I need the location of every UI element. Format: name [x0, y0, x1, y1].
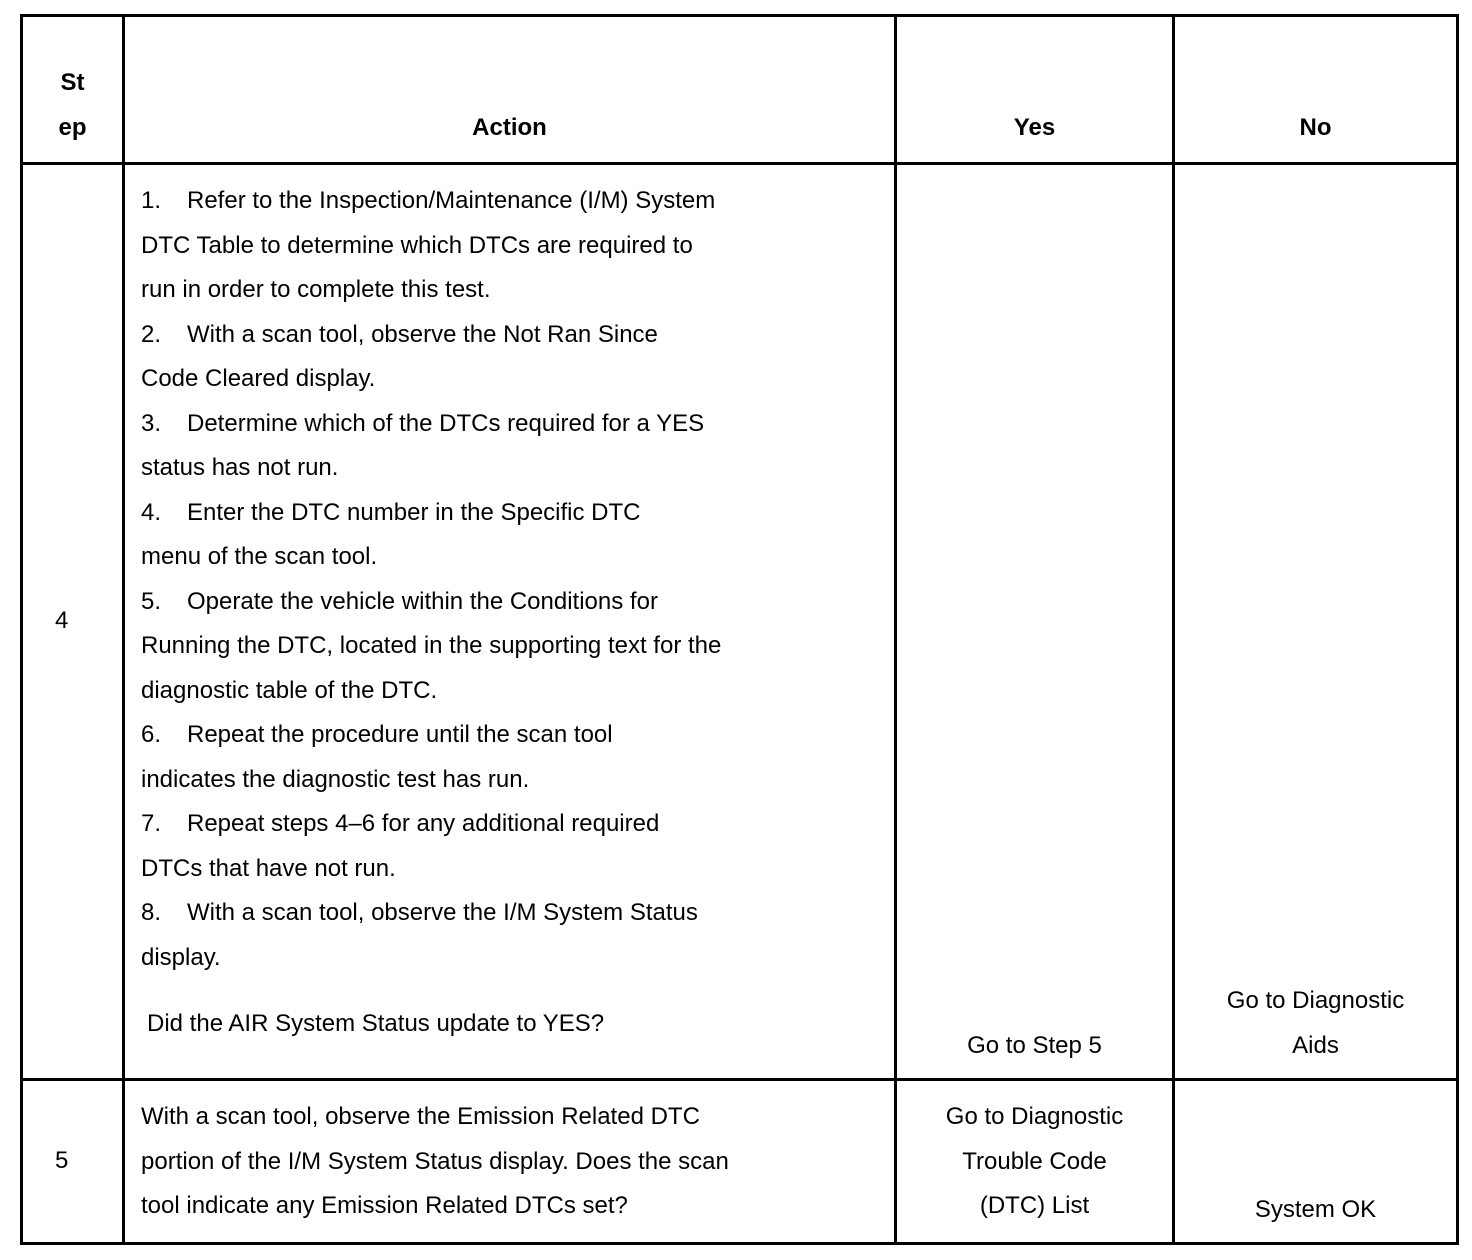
action-item-text: DTC Table to determine which DTCs are required to — [141, 231, 693, 259]
action-cell — [124, 1080, 896, 1244]
action-item-text: status has not run. — [141, 454, 339, 481]
no-text-line1: Go to Diagnostic — [1226, 987, 1405, 1014]
action-item-number: 7. — [141, 810, 162, 837]
action-item-line — [141, 268, 884, 313]
action-item-line — [141, 224, 884, 269]
header-yes: Yes — [896, 16, 1174, 164]
no-text-line2: Aids — [1292, 1031, 1339, 1059]
yes-text-line: Go to Diagnostic — [945, 1103, 1124, 1130]
header-step — [22, 16, 124, 164]
action-item-text: menu of the scan tool. — [141, 543, 378, 570]
yes-text-line: (DTC) List — [979, 1192, 1090, 1219]
action-item-text: diagnostic table of the DTC. — [141, 676, 438, 704]
table-row — [22, 1080, 1458, 1244]
header-action: Action — [124, 16, 896, 164]
action-item-line — [141, 357, 884, 402]
action-item-text: indicates the diagnostic test has run. — [141, 765, 530, 793]
header-row — [22, 16, 1458, 164]
table-row — [22, 164, 1458, 1080]
no-cell — [1174, 1080, 1458, 1244]
step-number: 5 — [22, 1080, 124, 1244]
action-item-text: With a scan tool, observe the I/M System Status — [187, 899, 698, 926]
yes-cell — [896, 1080, 1174, 1244]
action-item-number: 5. — [141, 587, 162, 615]
action-item-text: Code Cleared display. — [141, 365, 376, 392]
diagnostic-table — [20, 14, 1459, 1245]
action-item-text: Determine which of the DTCs required for a YES — [187, 409, 705, 437]
action-item-text: Running the DTC, located in the supporting text for the — [141, 632, 722, 659]
question-text: Did the AIR System Status update to YES? — [147, 1010, 605, 1037]
action-item-line — [141, 446, 884, 491]
header-step-line2: ep — [58, 113, 87, 141]
action-item-text: Refer to the Inspection/Maintenance (I/M) System — [187, 187, 716, 214]
action-item-number: 1. — [141, 187, 162, 214]
action-item-line — [141, 179, 884, 224]
action-item-line — [141, 313, 884, 358]
no-cell — [1174, 164, 1458, 1080]
action-item-line — [141, 802, 884, 847]
action-item-number: 8. — [141, 899, 162, 926]
action-item-text: display. — [141, 943, 221, 971]
action-item-text: Repeat steps 4–6 for any additional required — [187, 810, 660, 837]
action-item-text: With a scan tool, observe the Not Ran Since — [187, 320, 658, 348]
step-number: 4 — [22, 164, 124, 1080]
action-item-line — [141, 847, 884, 892]
action-item-text: run in order to complete this test. — [141, 276, 491, 303]
action-item-line — [141, 713, 884, 758]
action-item-text: DTCs that have not run. — [141, 854, 396, 882]
header-no: No — [1174, 16, 1458, 164]
action-item-number: 3. — [141, 409, 162, 437]
action-item-line — [141, 491, 884, 536]
yes-text: Go to Step 5 — [967, 1031, 1102, 1059]
action-line: portion of the I/M System Status display. Does the scan — [141, 1147, 729, 1175]
action-item-line — [141, 624, 884, 669]
action-item-text: Operate the vehicle within the Conditions for — [187, 587, 658, 615]
yes-cell — [896, 164, 1174, 1080]
action-item-line — [141, 891, 884, 936]
action-item-number: 2. — [141, 320, 162, 348]
action-list — [141, 179, 884, 980]
action-cell — [124, 164, 896, 1080]
action-item-number: 6. — [141, 721, 162, 748]
action-line: tool indicate any Emission Related DTCs set? — [141, 1192, 628, 1219]
action-item-line — [141, 936, 884, 981]
action-item-line — [141, 758, 884, 803]
action-item-text: Enter the DTC number in the Specific DTC — [187, 498, 641, 526]
action-item-number: 4. — [141, 498, 162, 526]
action-line: With a scan tool, observe the Emission Related DTC — [141, 1103, 700, 1130]
no-text: System OK — [1254, 1195, 1377, 1223]
action-item-line — [141, 535, 884, 580]
action-item-line — [141, 580, 884, 625]
action-item-line — [141, 669, 884, 714]
yes-text-line: Trouble Code — [962, 1147, 1107, 1175]
action-item-line — [141, 402, 884, 447]
header-step-line1: St — [60, 69, 85, 96]
action-item-text: Repeat the procedure until the scan tool — [187, 721, 613, 748]
